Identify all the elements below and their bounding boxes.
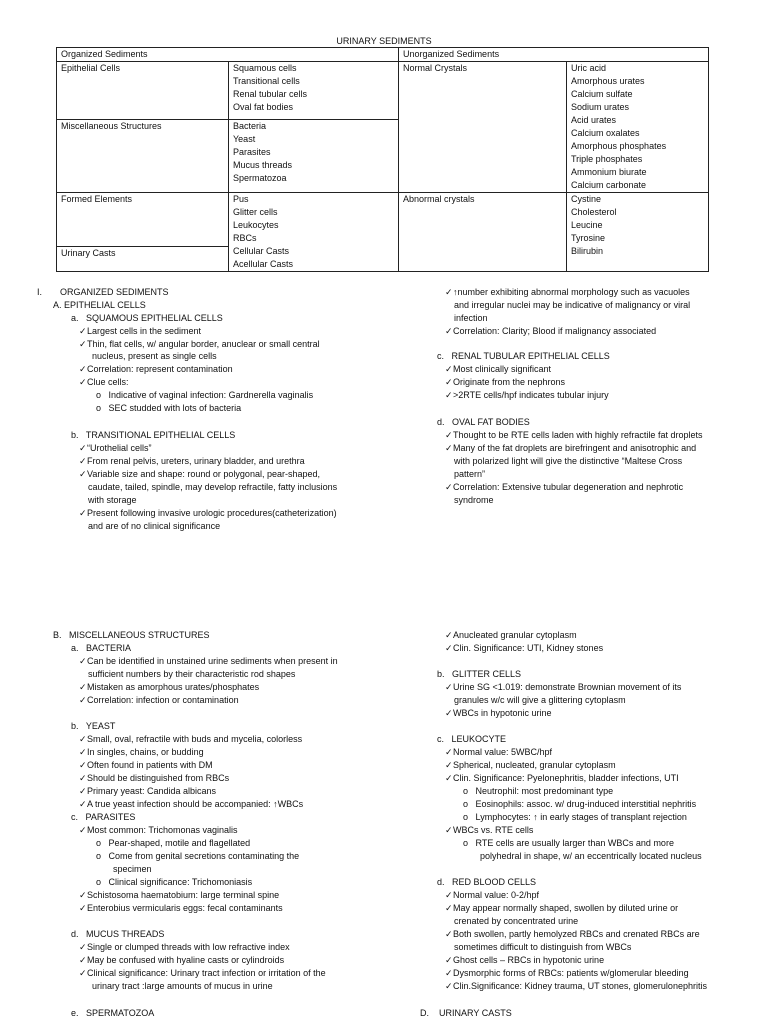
list-item: Oval fat bodies <box>233 102 294 112</box>
list-item: Sodium urates <box>571 102 630 112</box>
list-item: Ammonium biurate <box>571 167 647 177</box>
list-item: Squamous cells <box>233 63 297 73</box>
list-item: ✓Originate from the nephrons <box>445 377 566 387</box>
formed-label: Formed Elements <box>57 193 229 247</box>
check-icon: ✓ <box>445 760 453 770</box>
subsection-heading: A. EPITHELIAL CELLS <box>53 300 146 310</box>
list-item: Transitional cells <box>233 76 300 86</box>
subsection-heading: D. URINARY CASTS <box>420 1008 512 1018</box>
list-item: Glitter cells <box>233 207 278 217</box>
list-item-continued: and are of no clinical significance <box>88 521 221 531</box>
check-icon: ✓ <box>79 747 87 757</box>
check-icon: ✓ <box>79 695 87 705</box>
item-heading: c. LEUKOCYTE <box>437 734 507 744</box>
list-item: ✓May be confused with hyaline casts or cylindroids <box>79 955 285 965</box>
list-item: ✓Clin.Significance: Kidney trauma, UT stones, glomerulonephritis <box>445 981 707 991</box>
list-item-continued: polyhedral in shape, w/ an eccentrically located nucleus <box>480 851 702 861</box>
list-item: Yeast <box>233 134 256 145</box>
check-icon: ✓ <box>445 443 453 453</box>
sub-bullet: o Indicative of vaginal infection: Gardnerella vaginalis <box>96 390 314 400</box>
check-icon: ✓ <box>79 656 87 666</box>
list-item: Bacteria <box>233 121 267 132</box>
bullet-icon: o <box>463 812 469 822</box>
item-heading: c. PARASITES <box>71 812 136 822</box>
list-item: ✓May appear normally shaped, swollen by diluted urine or <box>445 903 679 913</box>
check-icon: ✓ <box>445 747 453 757</box>
subsection-heading: B. MISCELLANEOUS STRUCTURES <box>53 630 210 640</box>
check-icon: ✓ <box>445 903 453 913</box>
check-icon: ✓ <box>79 799 87 809</box>
check-icon: ✓ <box>79 339 87 349</box>
list-item: Calcium oxalates <box>571 128 640 138</box>
epithelial-items <box>229 62 399 120</box>
list-item: Mucus threads <box>233 160 293 171</box>
normal-crystals-label: Normal Crystals <box>399 62 567 193</box>
list-item-continued: pattern” <box>454 469 486 479</box>
list-item: Amorphous phosphates <box>571 141 667 151</box>
list-item: ✓Often found in patients with DM <box>79 760 213 770</box>
bullet-icon: o <box>96 838 102 848</box>
check-icon: ✓ <box>79 682 87 692</box>
list-item-continued: infection <box>454 313 488 323</box>
list-item: Cystine <box>571 194 602 204</box>
table-row <box>57 193 709 247</box>
sub-bullet: o Neutrophil: most predominant type <box>463 786 614 796</box>
item-heading: b. TRANSITIONAL EPITHELIAL CELLS <box>71 430 236 440</box>
check-icon: ✓ <box>79 760 87 770</box>
check-icon: ✓ <box>445 890 453 900</box>
list-item: ✓Correlation: represent contamination <box>79 364 233 374</box>
check-icon: ✓ <box>79 326 87 336</box>
check-icon: ✓ <box>445 430 453 440</box>
unorganized-header: Unorganized Sediments <box>399 48 709 62</box>
list-item: ✓Anucleated granular cytoplasm <box>445 630 577 640</box>
sub-bullet: o Pear-shaped, motile and flagellated <box>96 838 251 848</box>
bullet-icon: o <box>96 403 102 413</box>
list-item: ✓>2RTE cells/hpf indicates tubular injury <box>445 390 609 400</box>
list-item-continued: granules w/c will give a glittering cytoplasm <box>454 695 626 705</box>
check-icon: ✓ <box>79 825 87 835</box>
item-heading: b. GLITTER CELLS <box>437 669 522 679</box>
table-header-row <box>57 48 709 62</box>
check-icon: ✓ <box>445 287 453 297</box>
list-item: Pus <box>233 194 249 204</box>
check-icon: ✓ <box>445 682 453 692</box>
list-item-continued: with polarized light will give the distinctive “Maltese Cross <box>454 456 683 466</box>
arrow-up-icon: ↑ <box>273 799 278 809</box>
item-heading: d. RED BLOOD CELLS <box>437 877 537 887</box>
check-icon: ✓ <box>79 773 87 783</box>
misc-items <box>229 120 399 193</box>
check-icon: ✓ <box>445 377 453 387</box>
list-item: ✓Clue cells: <box>79 377 129 387</box>
sub-bullet: o SEC studded with lots of bacteria <box>96 403 242 413</box>
check-icon: ✓ <box>445 708 453 718</box>
list-item-continued: crenated by concentrated urine <box>454 916 579 926</box>
list-item-continued: nucleus, present as single cells <box>92 351 217 361</box>
list-item-continued: specimen <box>113 864 152 874</box>
bullet-icon: o <box>96 851 102 861</box>
sub-bullet: o Clinical significance: Trichomoniasis <box>96 877 253 887</box>
list-item: ✓Correlation: Extensive tubular degeneration and nephrotic <box>445 482 684 492</box>
list-item: Cholesterol <box>571 207 617 217</box>
list-item: ✓Single or clumped threads with low refractive index <box>79 942 290 952</box>
list-item: ✓Dysmorphic forms of RBCs: patients w/glomerular bleeding <box>445 968 689 978</box>
misc-label: Miscellaneous Structures <box>57 120 229 193</box>
list-item: Spermatozoa <box>233 173 287 184</box>
item-heading: d. MUCUS THREADS <box>71 929 165 939</box>
arrow-up-icon: ↑ <box>533 812 538 822</box>
list-item: ✓Can be identified in unstained urine sediments when present in <box>79 656 338 666</box>
list-item: ✓Clinical significance: Urinary tract infection or irritation of the <box>79 968 326 978</box>
list-item: Tyrosine <box>571 233 606 243</box>
list-item: RBCs <box>233 233 257 243</box>
abnormal-crystals-items <box>567 193 709 272</box>
check-icon: ✓ <box>445 955 453 965</box>
list-item-continued: and irregular nuclei may be indicative of malignancy or viral <box>454 300 691 310</box>
check-icon: ✓ <box>79 890 87 900</box>
check-icon: ✓ <box>79 469 87 479</box>
list-item: Calcium carbonate <box>571 180 647 190</box>
table-row <box>57 62 709 120</box>
check-icon: ✓ <box>445 968 453 978</box>
check-icon: ✓ <box>79 377 87 387</box>
section-roman-1: I. <box>37 287 43 297</box>
check-icon: ✓ <box>445 630 453 640</box>
list-item: ✓Both swollen, partly hemolyzed RBCs and crenated RBCs are <box>445 929 700 939</box>
check-icon: ✓ <box>79 734 87 744</box>
check-icon: ✓ <box>79 968 87 978</box>
list-item: ✓↑number exhibiting abnormal morphology such as vacuoles <box>445 287 690 297</box>
check-icon: ✓ <box>445 929 453 939</box>
item-heading: e. SPERMATOZOA <box>71 1008 155 1018</box>
list-item: ✓Spherical, nucleated, granular cytoplasm <box>445 760 616 770</box>
check-icon: ✓ <box>445 326 453 336</box>
list-item: ✓In singles, chains, or budding <box>79 747 204 757</box>
list-item: ✓Primary yeast: Candida albicans <box>79 786 217 796</box>
check-icon: ✓ <box>445 981 453 991</box>
list-item: ✓“Urothelial cells” <box>79 443 152 453</box>
list-item: ✓Clin. Significance: Pyelonephritis, bladder infections, UTI <box>445 773 679 783</box>
item-heading: a. BACTERIA <box>71 643 132 653</box>
list-item: Parasites <box>233 147 271 158</box>
document-title: URINARY SEDIMENTS <box>336 36 432 46</box>
list-item-continued: sufficient numbers by their characteristic rod shapes <box>88 669 296 679</box>
list-item: ✓Most common: Trichomonas vaginalis <box>79 825 238 835</box>
epithelial-label: Epithelial Cells <box>57 62 229 120</box>
item-heading: d. OVAL FAT BODIES <box>437 417 530 427</box>
list-item: ✓Small, oval, refractile with buds and mycelia, colorless <box>79 734 303 744</box>
check-icon: ✓ <box>445 825 453 835</box>
check-icon: ✓ <box>445 364 453 374</box>
list-item: ✓Present following invasive urologic procedures(catheterization) <box>79 508 337 518</box>
list-item: ✓A true yeast infection should be accompanied: ↑WBCs <box>79 799 304 809</box>
bullet-icon: o <box>463 786 469 796</box>
sub-bullet: o Lymphocytes: ↑ in early stages of transplant rejection <box>463 812 687 822</box>
list-item: ✓Most clinically significant <box>445 364 552 374</box>
sub-bullet: o Eosinophils: assoc. w/ drug-induced interstitial nephritis <box>463 799 697 809</box>
check-icon: ✓ <box>79 955 87 965</box>
list-item: ✓Largest cells in the sediment <box>79 326 202 336</box>
list-item-continued: with storage <box>88 495 137 505</box>
list-item: ✓Ghost cells – RBCs in hypotonic urine <box>445 955 605 965</box>
list-item: Acellular Casts <box>233 259 294 269</box>
check-icon: ✓ <box>79 903 87 913</box>
list-item: ✓Should be distinguished from RBCs <box>79 773 230 783</box>
list-item: Bilirubin <box>571 246 604 256</box>
list-item: ✓Correlation: infection or contamination <box>79 695 239 705</box>
list-item: ✓Clin. Significance: UTI, Kidney stones <box>445 643 604 653</box>
check-icon: ✓ <box>445 643 453 653</box>
normal-crystals-items <box>567 62 709 193</box>
list-item: ✓Mistaken as amorphous urates/phosphates <box>79 682 260 692</box>
sub-bullet: o Come from genital secretions contaminating the <box>96 851 300 861</box>
casts-label: Urinary Casts <box>57 246 229 271</box>
list-item-continued: caudate, tailed, spindle, may develop refractile, fatty inclusions <box>88 482 338 492</box>
list-item: Leucine <box>571 220 603 230</box>
list-item: ✓Schistosoma haematobium: large terminal spine <box>79 890 280 900</box>
list-item: ✓Urine SG <1.019: demonstrate Brownian movement of its <box>445 682 682 692</box>
check-icon: ✓ <box>79 786 87 796</box>
check-icon: ✓ <box>79 443 87 453</box>
check-icon: ✓ <box>79 508 87 518</box>
list-item: ✓Correlation: Clarity; Blood if malignancy associated <box>445 326 657 336</box>
check-icon: ✓ <box>79 364 87 374</box>
list-item: ✓Thin, flat cells, w/ angular border, anuclear or small central <box>79 339 320 349</box>
sediments-table <box>56 47 709 272</box>
abnormal-crystals-label: Abnormal crystals <box>399 193 567 272</box>
list-item: ✓From renal pelvis, ureters, urinary bladder, and urethra <box>79 456 305 466</box>
list-item: Triple phosphates <box>571 154 643 164</box>
item-heading: c. RENAL TUBULAR EPITHELIAL CELLS <box>437 351 610 361</box>
check-icon: ✓ <box>79 942 87 952</box>
bullet-icon: o <box>96 390 102 400</box>
list-item: ✓Normal value: 5WBC/hpf <box>445 747 553 757</box>
list-item: ✓Enterobius vermicularis eggs: fecal contaminants <box>79 903 283 913</box>
list-item: ✓WBCs vs. RTE cells <box>445 825 534 835</box>
check-icon: ✓ <box>445 390 453 400</box>
list-item: ✓Variable size and shape: round or polygonal, pear-shaped, <box>79 469 320 479</box>
list-item: Renal tubular cells <box>233 89 308 99</box>
bullet-icon: o <box>463 838 469 848</box>
list-item-continued: sometimes difficult to distinguish from WBCs <box>454 942 632 952</box>
list-item-continued: urinary tract :large amounts of mucus in urine <box>92 981 273 991</box>
sub-bullet: o RTE cells are usually larger than WBCs and more <box>463 838 674 848</box>
item-heading: b. YEAST <box>71 721 116 731</box>
list-item: Cellular Casts <box>233 246 290 256</box>
list-item: Leukocytes <box>233 220 279 230</box>
list-item: Acid urates <box>571 115 617 125</box>
list-item: Calcium sulfate <box>571 89 633 99</box>
list-item: ✓Normal value: 0-2/hpf <box>445 890 540 900</box>
item-heading: a. SQUAMOUS EPITHELIAL CELLS <box>71 313 223 323</box>
list-item: ✓WBCs in hypotonic urine <box>445 708 552 718</box>
section-heading: ORGANIZED SEDIMENTS <box>60 287 169 297</box>
list-item: ✓Many of the fat droplets are birefringent and anisotrophic and <box>445 443 697 453</box>
list-item-continued: syndrome <box>454 495 494 505</box>
bullet-icon: o <box>96 877 102 887</box>
check-icon: ✓ <box>445 482 453 492</box>
formed-casts-items <box>229 193 399 272</box>
organized-header: Organized Sediments <box>57 48 399 62</box>
list-item: Uric acid <box>571 63 607 73</box>
list-item: Amorphous urates <box>571 76 645 86</box>
bullet-icon: o <box>463 799 469 809</box>
check-icon: ✓ <box>445 773 453 783</box>
list-item: ✓Thought to be RTE cells laden with highly refractile fat droplets <box>445 430 703 440</box>
arrow-up-icon: ↑ <box>453 287 458 297</box>
check-icon: ✓ <box>79 456 87 466</box>
